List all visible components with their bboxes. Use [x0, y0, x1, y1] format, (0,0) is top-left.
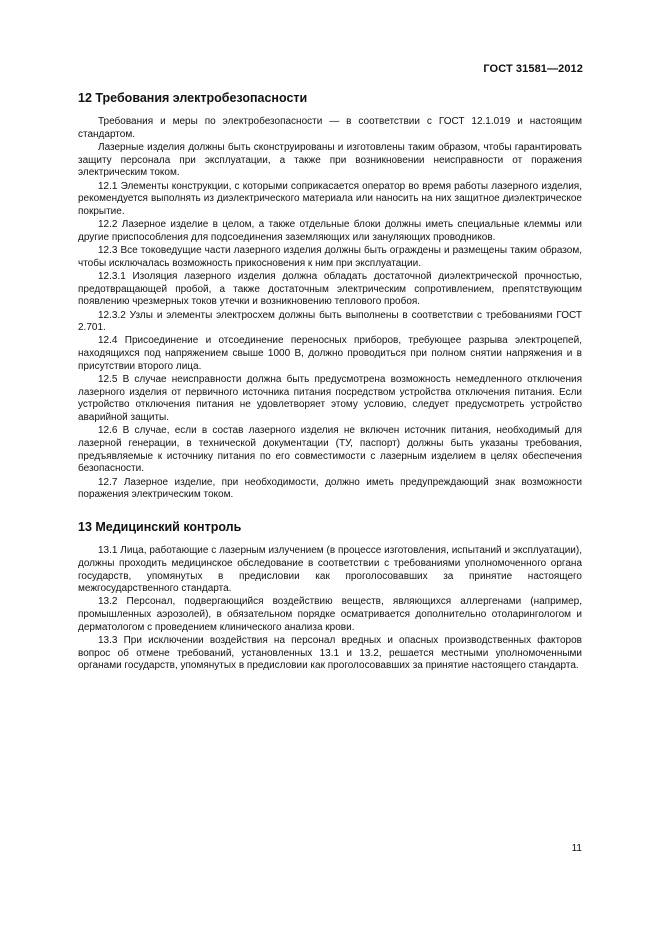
paragraph: 12.7 Лазерное изделие, при необходимости, должно иметь предупреждающий знак возможности поражения электрическим током.: [78, 476, 582, 501]
paragraph: Требования и меры по электробезопасности — в соответствии с ГОСТ 12.1.019 и настоящим стандартом.: [78, 116, 582, 140]
section-heading: 12 Требования электробезопасности: [78, 91, 308, 105]
paragraph: 12.3 Все токоведущие части лазерного изделия должны быть ограждены и размещены таким образом, чтобы исключалась возможность прикосновения к ним при эксплуатации.: [78, 245, 582, 269]
section-12-electrical-safety: [78, 89, 582, 502]
page-number: 11: [571, 843, 582, 854]
paragraph: 13.1 Лица, работающие с лазерным излучением (в процессе изготовления, испытаний и эксплуатации), должны проходить медицинское обследование в соответствии с требованиями уполномоченного органа государств, упомянутых в предисловии как проголосовавших за принятие настоящего межгосударственного стандарта.: [78, 545, 582, 595]
page-content: [78, 89, 582, 689]
paragraph: 12.3.2 Узлы и элементы электросхем должны быть выполнены в соответствии с требованиями ГОСТ 2.701.: [78, 309, 582, 334]
paragraph: 13.2 Персонал, подвергающийся воздействию веществ, являющихся аллергенами (например, промышленных аэрозолей), в обязательном порядке осматривается дополнительно отоларингологом и дерматологом с проведением клинического анализа крови.: [78, 596, 582, 633]
section-heading: 13 Медицинский контроль: [78, 520, 242, 535]
section-13-medical-control: [78, 518, 582, 673]
paragraph: 12.6 В случае, если в состав лазерного изделия не включен источник питания, необходимый для лазерной генерации, в технической документации (ТУ, паспорт) должны быть указаны требования, предъявляемые к источнику питания по его совместимости с лазерным изделием в целях обеспечения безопасности.: [78, 425, 582, 475]
paragraph: 12.2 Лазерное изделие в целом, а также отдельные блоки должны иметь специальные клеммы или другие приспособления для подсоединения заземляющих или зануляющих проводников.: [78, 219, 582, 243]
paragraph: 12.5 В случае неисправности должна быть предусмотрена возможность немедленного отключения лазерного изделия от первичного источника питания посредством устройства отключения питания. Если устройство отключения питания не удовлетворяет этому условию, следует предусмотреть устройство аварийной защиты.: [78, 374, 582, 424]
document-code-header: ГОСТ 31581—2012: [483, 63, 583, 75]
paragraph: 13.3 При исключении воздействия на персонал вредных и опасных производственных факторов вопрос об отмене требований, установленных 13.1 и 13.2, решается местными уполномоченными органами государств, упомянутых в предисловии как проголосовавших за принятие настоящего стандарта.: [78, 635, 582, 672]
paragraph: 12.3.1 Изоляция лазерного изделия должна обладать достаточной диэлектрической прочностью, предотвращающей пробой, а также достаточным электрическим сопротивлением, препятствующим появлению чрезмерных токов утечки и возникновению теплового пробоя.: [78, 270, 582, 308]
paragraph: Лазерные изделия должны быть сконструированы и изготовлены таким образом, чтобы гарантировать защиту персонала при эксплуатации, а также при возникновении неисправности от поражения электрическим током.: [78, 141, 582, 179]
paragraph: 12.1 Элементы конструкции, с которыми соприкасается оператор во время работы лазерного изделия, рекомендуется выполнять из диэлектрического материала или наносить на них защитное диэлектрическое покрытие.: [78, 180, 582, 217]
paragraph: 12.4 Присоединение и отсоединение переносных приборов, требующее разрыва электроцепей, находящихся под напряжением свыше 1000 В, должно проводиться при полном снятии напряжения и в присутствии второго лица.: [78, 335, 582, 372]
